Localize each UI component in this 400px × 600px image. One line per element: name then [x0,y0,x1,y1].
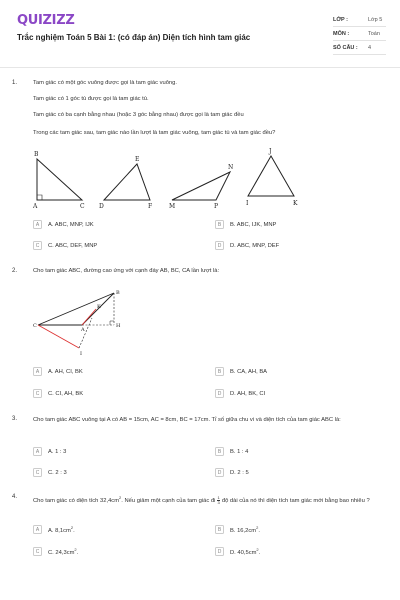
triangles-figure [0,145,400,210]
count-label: SỐ CÂU : [333,45,358,51]
label-b: B [34,151,39,158]
question-text: Tam giác có ba cạnh bằng nhau (hoặc 3 góc bằng nhau) được gọi là tam giác đều [33,112,244,118]
label-k: K [293,200,298,207]
triangle-ijk [246,148,298,207]
question-number: 3. [12,416,18,422]
option-letter: D [215,547,224,556]
option-d[interactable] [215,388,365,399]
option-letter: D [215,241,224,250]
brand-logo: QUIZIZZ [17,13,75,28]
option-text: D. ABC, MNP, DEF [230,242,280,249]
option-d[interactable] [215,467,365,478]
option-letter: B [215,367,224,376]
class-label: LỚP : [333,17,348,23]
label-b: B [116,290,120,296]
label-e: E [135,156,140,163]
question-number: 1. [12,80,18,86]
label-i: I [246,200,249,207]
option-c[interactable] [33,388,183,399]
question-text [33,494,373,505]
option-letter: B [215,447,224,456]
document-title: Trắc nghiệm Toán 5 Bài 1: (có đáp án) Diện tích hình tam giác [17,33,251,42]
option-b[interactable] [215,524,365,535]
option-letter: A [33,220,42,229]
header-divider [0,67,400,68]
fraction-numerator: 1 [217,494,220,500]
option-text: A. 1 : 3 [48,448,67,455]
option-text: D. AH, BK, CI [230,390,266,397]
label-c: C [33,323,37,329]
option-a[interactable] [33,524,183,535]
option-c[interactable] [33,240,183,251]
option-letter: D [215,389,224,398]
label-c: C [80,203,85,210]
option-letter: C [33,547,42,556]
label-h: H [116,323,121,329]
option-text: B. $16,2cm^2$. [230,525,260,534]
class-value: Lớp 5 [368,17,383,23]
label-i: I [80,351,82,357]
fraction [217,496,220,505]
option-text: C. $24,3cm^2$. [48,547,79,556]
fraction-denominator: 3 [217,499,220,505]
option-text: A. $8,1cm^2$. [48,525,75,534]
option-a[interactable] [33,446,183,457]
superscript: 2 [119,495,122,500]
triangle-altitudes-figure [30,285,130,357]
label-a: A [81,327,85,333]
option-text: C. 2 : 3 [48,469,67,476]
question-text-part: Cho tam giác có diện tích 32,4cm [33,497,120,504]
question-text: Tam giác có một góc vuông được gọi là tam giác vuông. [33,80,177,86]
question-text-part: . Nếu giảm một cạnh của tam giác đi [121,497,216,504]
subject-label: MÔN : [333,31,350,37]
option-b[interactable] [215,366,365,377]
question-text-part: độ dài của nó thì diện tích tam giác mới bằng bao nhiêu ? [221,497,370,504]
question-text: Tam giác có 1 góc tù được gọi là tam giác tù. [33,96,149,102]
triangle-abc [32,151,85,210]
option-d[interactable] [215,240,365,251]
meta-divider [333,54,386,55]
option-text: C. CI, AH, BK [48,390,84,397]
option-b[interactable] [215,446,365,457]
option-c[interactable] [33,546,183,557]
option-text: A. ABC, MNP, IJK [48,221,94,228]
meta-divider [333,40,386,41]
question-number: 4. [12,494,18,500]
label-a: A [33,203,38,210]
option-b[interactable] [215,219,365,230]
label-j: J [269,148,272,155]
label-m: M [169,203,176,210]
option-letter: A [33,525,42,534]
label-n: N [228,164,234,171]
option-a[interactable] [33,219,183,230]
label-f: F [148,203,153,210]
option-text: B. CA, AH, BA [230,368,268,375]
label-p: P [214,203,219,210]
label-d: D [99,203,104,210]
triangle-def [99,156,152,210]
option-letter: A [33,367,42,376]
option-text: D. $40,5cm^2$. [230,547,261,556]
option-a[interactable] [33,366,183,377]
option-c[interactable] [33,467,183,478]
question-text: Cho tam giác ABC, đường cao ứng với cạnh đáy AB, BC, CA lần lượt là: [33,268,220,274]
option-text: D. 2 : 5 [230,469,249,476]
option-letter: C [33,241,42,250]
option-text: B. ABC, IJK, MNP [230,221,277,228]
triangle-mnp [169,164,233,210]
option-text: B. 1 : 4 [230,448,249,455]
option-letter: B [215,525,224,534]
option-letter: B [215,220,224,229]
option-text: C. ABC, DEF, MNP [48,242,98,249]
option-letter: D [215,468,224,477]
option-letter: A [33,447,42,456]
label-k: K [97,304,101,310]
option-d[interactable] [215,546,365,557]
subject-value: Toán [368,31,380,37]
question-number: 2. [12,268,18,274]
option-letter: C [33,389,42,398]
question-text: Trong các tam giác sau, tam giác nào lần lượt là tam giác vuông, tam giác tù và tam giác đều? [33,130,276,136]
question-text: Cho tam giác ABC vuông tại A có AB = 15cm, AC = 8cm, BC = 17cm. Tỉ số giữa chu vi và diện tích của tam giác ABC là: [33,417,341,423]
count-value: 4 [368,45,372,51]
option-letter: C [33,468,42,477]
meta-divider [333,26,386,27]
option-text: A. AH, CI, BK [48,368,83,375]
